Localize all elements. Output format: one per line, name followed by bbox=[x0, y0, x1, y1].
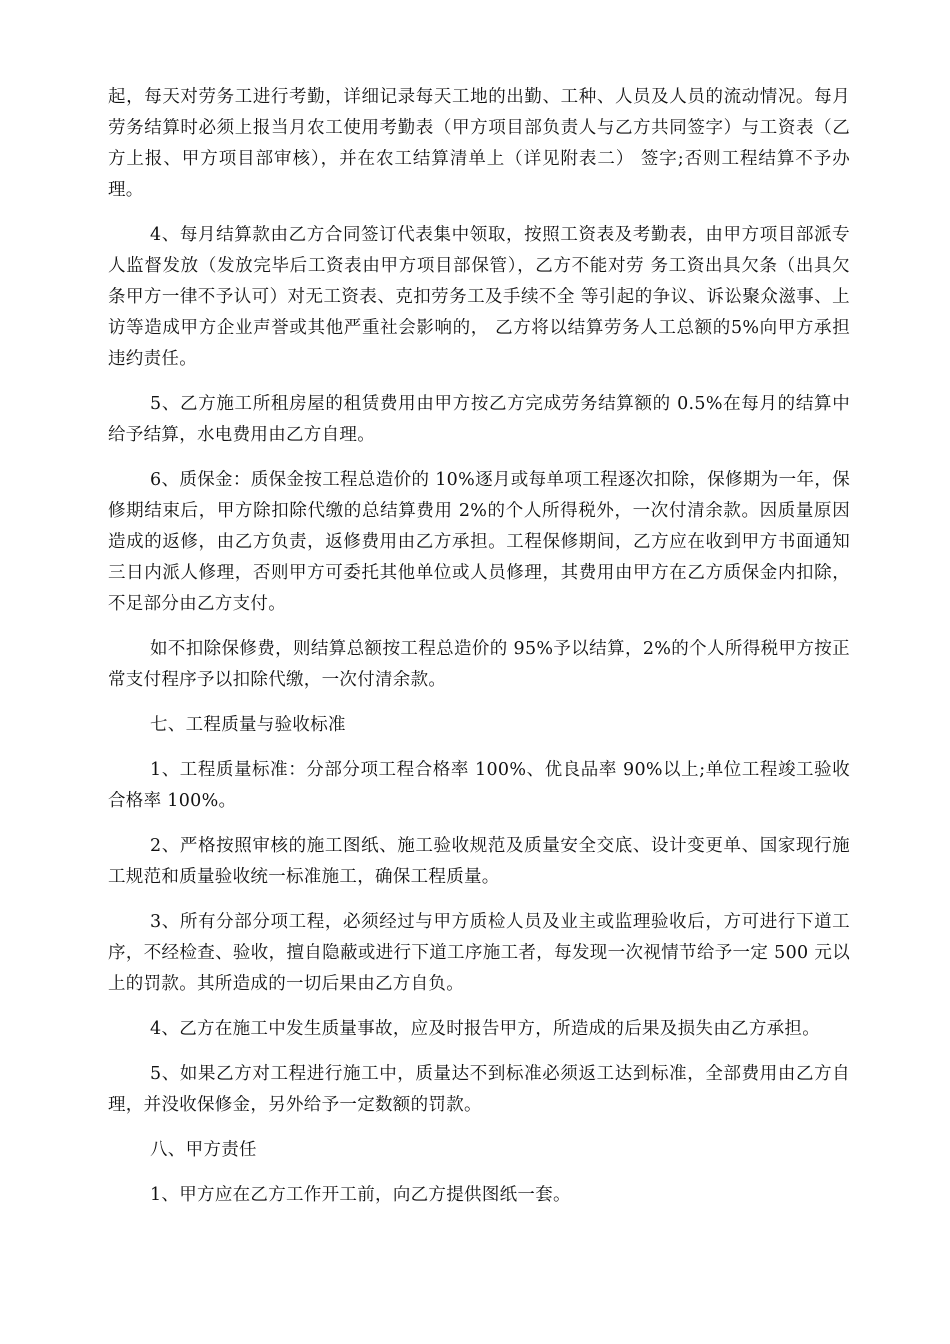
paragraph-attendance-continuation: 起，每天对劳务工进行考勤，详细记录每天工地的出勤、工种、人员及人员的流动情况。每月劳务结算时必须上报当月农工使用考勤表（甲方项目部负责人与乙方共同签字）与工资表（乙方上报、甲方项目部审核），并在农工结算清单上（详见附表二） 签字;否则工程结算不予办理。 bbox=[108, 87, 850, 200]
paragraph-party-a-clause-1: 1、甲方应在乙方工作开工前，向乙方提供图纸一套。 bbox=[150, 1185, 571, 1205]
paragraph-quality-clause-4: 4、乙方在施工中发生质量事故，应及时报告甲方，所造成的后果及损失由乙方承担。 bbox=[150, 1019, 821, 1039]
paragraph-warranty-alternative: 如不扣除保修费，则结算总额按工程总造价的 95%予以结算，2%的个人所得税甲方按正常支付程序予以扣除代缴，一次付清余款。 bbox=[108, 639, 850, 690]
document-page bbox=[108, 82, 850, 1211]
section-heading-quality-acceptance: 七、工程质量与验收标准 bbox=[150, 715, 346, 735]
paragraph-quality-clause-2: 2、严格按照审核的施工图纸、施工验收规范及质量安全交底、设计变更单、国家现行施工规范和质量验收统一标准施工，确保工程质量。 bbox=[108, 836, 850, 887]
paragraph-quality-clause-3: 3、所有分部分项工程，必须经过与甲方质检人员及业主或监理验收后，方可进行下道工序，不经检查、验收，擅自隐蔽或进行下道工序施工者，每发现一次视情节给予一定 500 元以上的罚款。其所造成的一切后果由乙方自负。 bbox=[108, 912, 850, 994]
paragraph-quality-clause-5: 5、如果乙方对工程进行施工中，质量达不到标准必须返工达到标准，全部费用由乙方自理，并没收保修金，另外给予一定数额的罚款。 bbox=[108, 1064, 850, 1115]
section-heading-party-a-responsibility: 八、甲方责任 bbox=[150, 1140, 257, 1160]
paragraph-clause-6-warranty-deposit: 6、质保金：质保金按工程总造价的 10%逐月或每单项工程逐次扣除，保修期为一年，保修期结束后，甲方除扣除代缴的总结算费用 2%的个人所得税外，一次付清余款。因质量原因造成的返修，由乙方负责，返修费用由乙方承担。工程保修期间，乙方应在收到甲方书面通知三日内派人修理，否则甲方可委托其他单位或人员修理，其费用由甲方在乙方质保金内扣除，不足部分由乙方支付。 bbox=[108, 470, 850, 614]
paragraph-quality-clause-1: 1、工程质量标准：分部分项工程合格率 100%、优良品率 90%以上;单位工程竣工验收合格率 100%。 bbox=[108, 760, 850, 811]
paragraph-clause-4-wage-payment: 4、每月结算款由乙方合同签订代表集中领取，按照工资表及考勤表，由甲方项目部派专人监督发放（发放完毕后工资表由甲方项目部保管），乙方不能对劳 务工资出具欠条（出具欠条甲方一律不予认可）对无工资表、克扣劳务工及手续不全 等引起的争议、诉讼聚众滋事、上访等造成甲方企业声誉或其他严重社会影响的， 乙方将以结算劳务人工总额的5%向甲方承担违约责任。 bbox=[108, 225, 850, 369]
paragraph-clause-5-housing-rent: 5、乙方施工所租房屋的租赁费用由甲方按乙方完成劳务结算额的 0.5%在每月的结算中给予结算，水电费用由乙方自理。 bbox=[108, 394, 850, 445]
